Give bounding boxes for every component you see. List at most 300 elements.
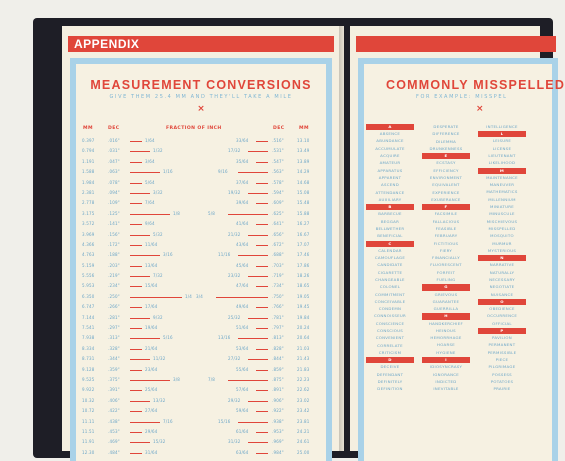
word-entry: POTATOES: [490, 378, 514, 384]
mm-value-right: 21.43: [297, 356, 310, 362]
fraction-right: 41/64: [236, 221, 249, 227]
mm-value: 5.159: [82, 262, 95, 268]
word-entry: FIERY: [439, 247, 453, 253]
mm-value: 12.30: [82, 449, 95, 455]
fraction-right: 3/4: [196, 293, 204, 299]
decimal-value-right: .703": [272, 262, 284, 268]
decimal-value-right: .625": [272, 210, 284, 216]
decimal-value: .406": [108, 397, 120, 403]
word-column-1: [366, 124, 414, 394]
conversion-row: [76, 396, 326, 406]
decimal-value-right: .594": [272, 189, 284, 195]
fraction-right: 13/16: [218, 335, 231, 341]
fraction-tick: [256, 224, 268, 225]
decimal-value-right: .656": [272, 231, 284, 237]
fraction-right: 17/32: [228, 148, 241, 154]
letter-heading: H: [422, 313, 470, 319]
mm-value: 11.11: [82, 418, 95, 424]
fraction-right: 19/32: [228, 189, 241, 195]
word-entry: CORRELATE: [377, 342, 403, 348]
word-entry: MISSPELLED: [488, 225, 516, 231]
fraction-left: 7/64: [145, 200, 155, 206]
word-entry: MOSQUITO: [490, 233, 514, 239]
conversion-row: [76, 146, 326, 156]
word-entry: COLONEL: [379, 284, 401, 290]
word-entry: FICTITIOUS: [433, 240, 459, 246]
word-entry: GRIEVOUS: [434, 291, 458, 297]
fraction-left: 1/16: [163, 169, 173, 175]
decimal-value-right: .547": [272, 158, 284, 164]
fraction-tick: [130, 307, 142, 308]
fraction-left: 5/32: [153, 231, 163, 237]
fraction-tick: [248, 151, 268, 152]
decimal-value: .188": [108, 252, 120, 258]
fraction-left: 7/16: [163, 418, 173, 424]
fraction-right: 29/32: [228, 397, 241, 403]
decimal-value-right: .516": [272, 138, 284, 143]
fraction-right: 9/16: [218, 169, 228, 175]
word-entry: CONSCIENCE: [375, 320, 405, 326]
word-entry: DEFINITION: [377, 386, 403, 392]
decimal-value: .297": [108, 325, 120, 331]
fraction-right: 5/8: [208, 210, 216, 216]
conversion-row: [76, 271, 326, 281]
conversion-row: [76, 188, 326, 198]
decimal-value: .141": [108, 221, 120, 227]
fraction-tick: [256, 432, 268, 433]
mm-value: 2.381: [82, 189, 95, 195]
decimal-value: .453": [108, 428, 120, 434]
mm-value-right: 15.88: [297, 210, 310, 216]
fraction-left: 9/32: [153, 314, 163, 320]
word-entry: IDIOSYNCRASY: [429, 364, 463, 370]
mm-value: 1.191: [82, 158, 95, 164]
fraction-tick: [130, 141, 142, 142]
word-entry: INDICTED: [435, 378, 457, 384]
fraction-tick: [256, 286, 268, 287]
mm-value-right: 23.81: [297, 418, 310, 424]
decimal-value: .328": [108, 345, 120, 351]
decimal-value-right: .828": [272, 345, 284, 351]
fraction-tick: [256, 141, 268, 142]
mm-value-right: 13.49: [297, 148, 310, 154]
word-entry: HOARSE: [436, 342, 455, 348]
mm-value: 5.556: [82, 273, 95, 279]
column-header-mm-right: MM: [299, 126, 309, 131]
right-page-title: COMMONLY MISSPELLED: [386, 78, 565, 92]
mm-value-right: 24.61: [297, 439, 310, 445]
decimal-value: .031": [108, 148, 120, 154]
fraction-tick: [256, 183, 268, 184]
fraction-left: 19/64: [145, 325, 158, 331]
conversion-row: [76, 323, 326, 333]
fraction-tick: [248, 193, 268, 194]
fraction-tick: [216, 297, 268, 298]
fraction-tick: [130, 245, 142, 246]
word-entry: CAMOUFLAGE: [374, 255, 406, 261]
word-entry: NATURALLY: [489, 269, 515, 275]
word-entry: INEVITABLE: [433, 386, 459, 392]
word-entry: BARBECUE: [378, 211, 402, 217]
fraction-left: 17/64: [145, 304, 158, 310]
conversion-row: [76, 240, 326, 250]
mm-value-right: 20.24: [297, 325, 310, 331]
fraction-tick: [130, 151, 150, 152]
conversion-row: [76, 375, 326, 385]
mm-value: 9.922: [82, 387, 95, 393]
word-entry: DEFINITELY: [377, 378, 403, 384]
mm-value: 8.731: [82, 356, 95, 362]
mm-value-right: 13.89: [297, 158, 310, 164]
word-entry: INTELLIGENCE: [486, 124, 518, 129]
word-entry: LIEUTENANT: [488, 153, 516, 159]
fraction-tick: [248, 318, 268, 319]
word-entry: CRITICISM: [378, 349, 402, 355]
decimal-value-right: .734": [272, 283, 284, 289]
mm-value: 11.91: [82, 439, 95, 445]
mm-value-right: 15.08: [297, 189, 310, 195]
fraction-right: 57/64: [236, 387, 249, 393]
fraction-left: 11/64: [145, 241, 158, 247]
word-entry: MYSTERIOUS: [487, 247, 517, 253]
fraction-right: 23/32: [228, 273, 241, 279]
decimal-value-right: .906": [272, 397, 284, 403]
word-entry: MURMUR: [492, 240, 512, 246]
decimal-value: .313": [108, 335, 120, 341]
conversion-row: [76, 261, 326, 271]
fraction-left: 23/64: [145, 366, 158, 372]
word-entry: ABUNDANCE: [376, 138, 404, 144]
fraction-tick: [130, 411, 142, 412]
column-header-dec: DEC: [108, 126, 120, 131]
mm-value-right: 21.83: [297, 366, 310, 372]
fraction-right: 61/64: [236, 428, 249, 434]
letter-heading: L: [478, 131, 526, 137]
conversion-row: [76, 178, 326, 188]
word-entry: DIFFERENCE: [432, 131, 460, 137]
decimal-value: .344": [108, 356, 120, 362]
decimal-value: .484": [108, 449, 120, 455]
fraction-left: 3/8: [173, 376, 181, 382]
x-mark-icon: ×: [476, 104, 484, 114]
word-entry: AMATEUR: [379, 160, 401, 166]
decimal-value-right: .609": [272, 200, 284, 206]
conversion-row: [76, 385, 326, 395]
fraction-tick: [130, 214, 170, 215]
decimal-value-right: .531": [272, 148, 284, 154]
mm-value-right: 19.05: [297, 293, 310, 299]
word-entry: EXUBERANCE: [431, 196, 461, 202]
decimal-value-right: .875": [272, 376, 284, 382]
letter-heading: E: [422, 153, 470, 159]
mm-value: 0.794: [82, 148, 95, 154]
mm-value-right: 15.48: [297, 200, 310, 206]
decimal-value: .094": [108, 189, 120, 195]
word-entry: OFFICIAL: [492, 320, 512, 326]
mm-value: 6.350: [82, 293, 95, 299]
word-entry: APPARATUS: [377, 167, 403, 173]
mm-value-right: 23.02: [297, 397, 310, 403]
mm-value-right: 18.26: [297, 273, 310, 279]
x-mark-icon: ×: [197, 104, 205, 114]
mm-value-right: 14.68: [297, 179, 310, 185]
fraction-tick: [130, 422, 160, 423]
decimal-value: .391": [108, 387, 120, 393]
letter-heading: M: [478, 168, 526, 174]
conversion-row: [76, 437, 326, 447]
fraction-right: 7/8: [208, 376, 216, 382]
word-entry: ABSENCE: [379, 131, 401, 137]
appendix-header: [68, 36, 334, 52]
conversion-row: [76, 157, 326, 167]
fraction-tick: [130, 328, 142, 329]
decimal-value: .047": [108, 158, 120, 164]
fraction-tick: [130, 203, 142, 204]
mm-value: 3.572: [82, 221, 95, 227]
fraction-right: 53/64: [236, 345, 249, 351]
fraction-right: 37/64: [236, 179, 249, 185]
fraction-left: 1/32: [153, 148, 163, 154]
fraction-tick: [238, 422, 268, 423]
fraction-tick: [238, 255, 268, 256]
word-entry: AUXILIARY: [378, 196, 402, 202]
right-page-subtitle: FOR EXAMPLE: MISSPEL: [416, 94, 508, 100]
fraction-left: 31/64: [145, 449, 158, 455]
spelling-panel: [358, 58, 565, 461]
right-page: [350, 26, 565, 451]
word-entry: MINUSCULE: [489, 211, 515, 217]
conversion-row: [76, 333, 326, 343]
decimal-value-right: .578": [272, 179, 284, 185]
decimal-value-right: .688": [272, 252, 284, 258]
decimal-value-right: .672": [272, 241, 284, 247]
spelling-list: [364, 64, 565, 461]
page-title: MEASUREMENT CONVERSIONS: [90, 78, 312, 92]
decimal-value: .125": [108, 210, 120, 216]
conversion-row: [76, 417, 326, 427]
word-entry: CHANGEABLE: [375, 276, 405, 282]
word-entry: FUELING: [436, 277, 456, 283]
mm-value-right: 16.27: [297, 221, 310, 227]
fraction-right: 43/64: [236, 241, 249, 247]
fraction-tick: [256, 453, 268, 454]
word-entry: GUARANTEE: [432, 298, 460, 304]
fraction-left: 21/64: [145, 345, 158, 351]
fraction-left: 27/64: [145, 408, 158, 414]
decimal-value: .109": [108, 200, 120, 206]
decimal-value-right: .563": [272, 169, 284, 175]
letter-heading: I: [422, 357, 470, 363]
right-header-bar: [356, 36, 556, 52]
fraction-left: 1/4: [185, 293, 193, 299]
fraction-tick: [130, 318, 150, 319]
fraction-tick: [248, 401, 268, 402]
fraction-tick: [130, 442, 150, 443]
mm-value: 11.51: [82, 428, 95, 434]
fraction-tick: [130, 390, 142, 391]
conversion-row: [76, 344, 326, 354]
header-title: APPENDIX: [74, 37, 140, 51]
mm-value: 3.969: [82, 231, 95, 237]
fraction-tick: [256, 266, 268, 267]
mm-value-right: 21.03: [297, 345, 310, 351]
word-entry: EXPERIENCE: [432, 189, 460, 195]
fraction-tick: [256, 162, 268, 163]
word-entry: PIECE: [495, 356, 509, 362]
fraction-tick: [130, 453, 142, 454]
word-entry: PILGRIMAGE: [488, 364, 516, 370]
fraction-tick: [256, 245, 268, 246]
fraction-tick: [130, 401, 150, 402]
mm-value-right: 24.21: [297, 428, 310, 434]
fraction-left: 7/32: [153, 273, 163, 279]
word-entry: LICENSE: [492, 145, 512, 151]
decimal-value-right: .797": [272, 325, 284, 331]
fraction-tick: [256, 390, 268, 391]
fraction-tick: [248, 276, 268, 277]
word-entry: OBEDIENCE: [489, 305, 515, 311]
word-entry: PERMISSIBLE: [487, 349, 517, 355]
mm-value: 0.397: [82, 138, 95, 143]
fraction-right: 31/32: [228, 439, 241, 445]
mm-value-right: 17.46: [297, 252, 310, 258]
mm-value: 7.541: [82, 325, 95, 331]
page-subtitle: GIVE THEM 25.4 MM AND THEY'LL TAKE A MILE: [109, 94, 293, 100]
word-entry: DILEMMA: [435, 138, 457, 144]
fraction-right: 63/64: [236, 449, 249, 455]
word-entry: LEISURE: [492, 138, 512, 144]
fraction-tick: [130, 338, 160, 339]
fraction-left: 15/64: [145, 283, 158, 289]
mm-value-right: 25.00: [297, 449, 310, 455]
decimal-value-right: .922": [272, 408, 284, 414]
word-entry: FALLACIOUS: [432, 218, 460, 224]
word-entry: NECESSARY: [489, 276, 515, 282]
fraction-left: 3/32: [153, 189, 163, 195]
decimal-value: .078": [108, 179, 120, 185]
fraction-tick: [130, 193, 150, 194]
fraction-tick: [130, 276, 150, 277]
word-entry: CONDEMN: [378, 306, 402, 312]
word-entry: FLUORESCENT: [430, 262, 462, 268]
fraction-tick: [130, 235, 150, 236]
mm-value-right: 17.86: [297, 262, 310, 268]
mm-value-right: 22.62: [297, 387, 310, 393]
fraction-tick: [130, 370, 142, 371]
word-entry: CALENDAR: [378, 247, 402, 253]
fraction-right: 59/64: [236, 408, 249, 414]
word-entry: CONCEIVABLE: [374, 298, 406, 304]
conversion-row: [76, 230, 326, 240]
mm-value-right: 13.10: [297, 138, 310, 143]
mm-value: 10.72: [82, 408, 95, 414]
fraction-right: 15/16: [218, 418, 231, 424]
fraction-left: 15/32: [153, 439, 166, 445]
word-entry: NEGOTIATE: [489, 284, 515, 290]
decimal-value: .250": [108, 293, 120, 299]
conversion-row: [76, 302, 326, 312]
conversion-row: [76, 167, 326, 177]
fraction-tick: [130, 297, 182, 298]
decimal-value-right: .953": [272, 428, 284, 434]
fraction-left: 3/64: [145, 158, 155, 164]
fraction-left: 5/16: [163, 335, 173, 341]
conversion-row: [76, 219, 326, 229]
mm-value: 4.366: [82, 241, 95, 247]
decimal-value-right: .859": [272, 366, 284, 372]
word-entry: CIGARETTE: [377, 269, 403, 275]
word-entry: EQUIVALENT: [432, 182, 460, 188]
conversion-row: [76, 406, 326, 416]
mm-value: 8.334: [82, 345, 95, 351]
word-entry: FACSIMILE: [434, 211, 458, 217]
fraction-tick: [256, 411, 268, 412]
word-entry: HYGIENE: [436, 349, 456, 355]
conversion-row: [76, 427, 326, 437]
word-entry: CANDIDATE: [377, 262, 403, 268]
fraction-right: 47/64: [236, 283, 249, 289]
conversion-table: [76, 64, 326, 461]
mm-value: 5.953: [82, 283, 95, 289]
conversion-row: [76, 313, 326, 323]
word-entry: ACQUIRE: [380, 153, 400, 159]
decimal-value: .438": [108, 418, 120, 424]
decimal-value-right: .781": [272, 314, 284, 320]
mm-value-right: 19.45: [297, 304, 310, 310]
letter-heading: F: [422, 204, 470, 210]
decimal-value-right: .938": [272, 418, 284, 424]
word-entry: FEBRUARY: [434, 233, 458, 239]
word-entry: ASCEND: [380, 182, 399, 188]
conversion-row: [76, 281, 326, 291]
fraction-right: 35/64: [236, 158, 249, 164]
word-entry: LIKELIHOOD: [488, 160, 516, 166]
decimal-value: .016": [108, 138, 120, 143]
decimal-value: .266": [108, 304, 120, 310]
conversion-row: [76, 448, 326, 458]
fraction-left: 5/64: [145, 179, 155, 185]
word-entry: BEGGAR: [380, 218, 400, 224]
decimal-value-right: .766": [272, 304, 284, 310]
word-entry: EFFICIENCY: [433, 167, 459, 173]
fraction-tick: [130, 224, 142, 225]
conversion-row: [76, 365, 326, 375]
fraction-right: 45/64: [236, 262, 249, 268]
fraction-left: 1/64: [145, 138, 155, 143]
word-entry: ACCUMULATE: [375, 145, 405, 151]
letter-heading: N: [478, 255, 526, 261]
fraction-tick: [228, 380, 268, 381]
fraction-tick: [130, 349, 142, 350]
letter-heading: A: [366, 124, 414, 130]
decimal-value-right: .719": [272, 273, 284, 279]
mm-value-right: 18.65: [297, 283, 310, 289]
decimal-value-right: .984": [272, 449, 284, 455]
fraction-tick: [248, 235, 268, 236]
word-entry: MATHEMATICS: [486, 189, 518, 195]
fraction-left: 25/64: [145, 387, 158, 393]
fraction-left: 3/16: [163, 252, 173, 258]
letter-heading: O: [478, 299, 526, 305]
column-header-mm: MM: [83, 126, 93, 131]
mm-value-right: 22.23: [297, 376, 310, 382]
word-entry: MISCHIEVOUS: [486, 218, 518, 224]
word-entry: BENEFICIAL: [377, 233, 403, 239]
fraction-right: 49/64: [236, 304, 249, 310]
mm-value-right: 17.07: [297, 241, 310, 247]
fraction-right: 27/32: [228, 356, 241, 362]
word-entry: NUISANCE: [490, 291, 514, 297]
